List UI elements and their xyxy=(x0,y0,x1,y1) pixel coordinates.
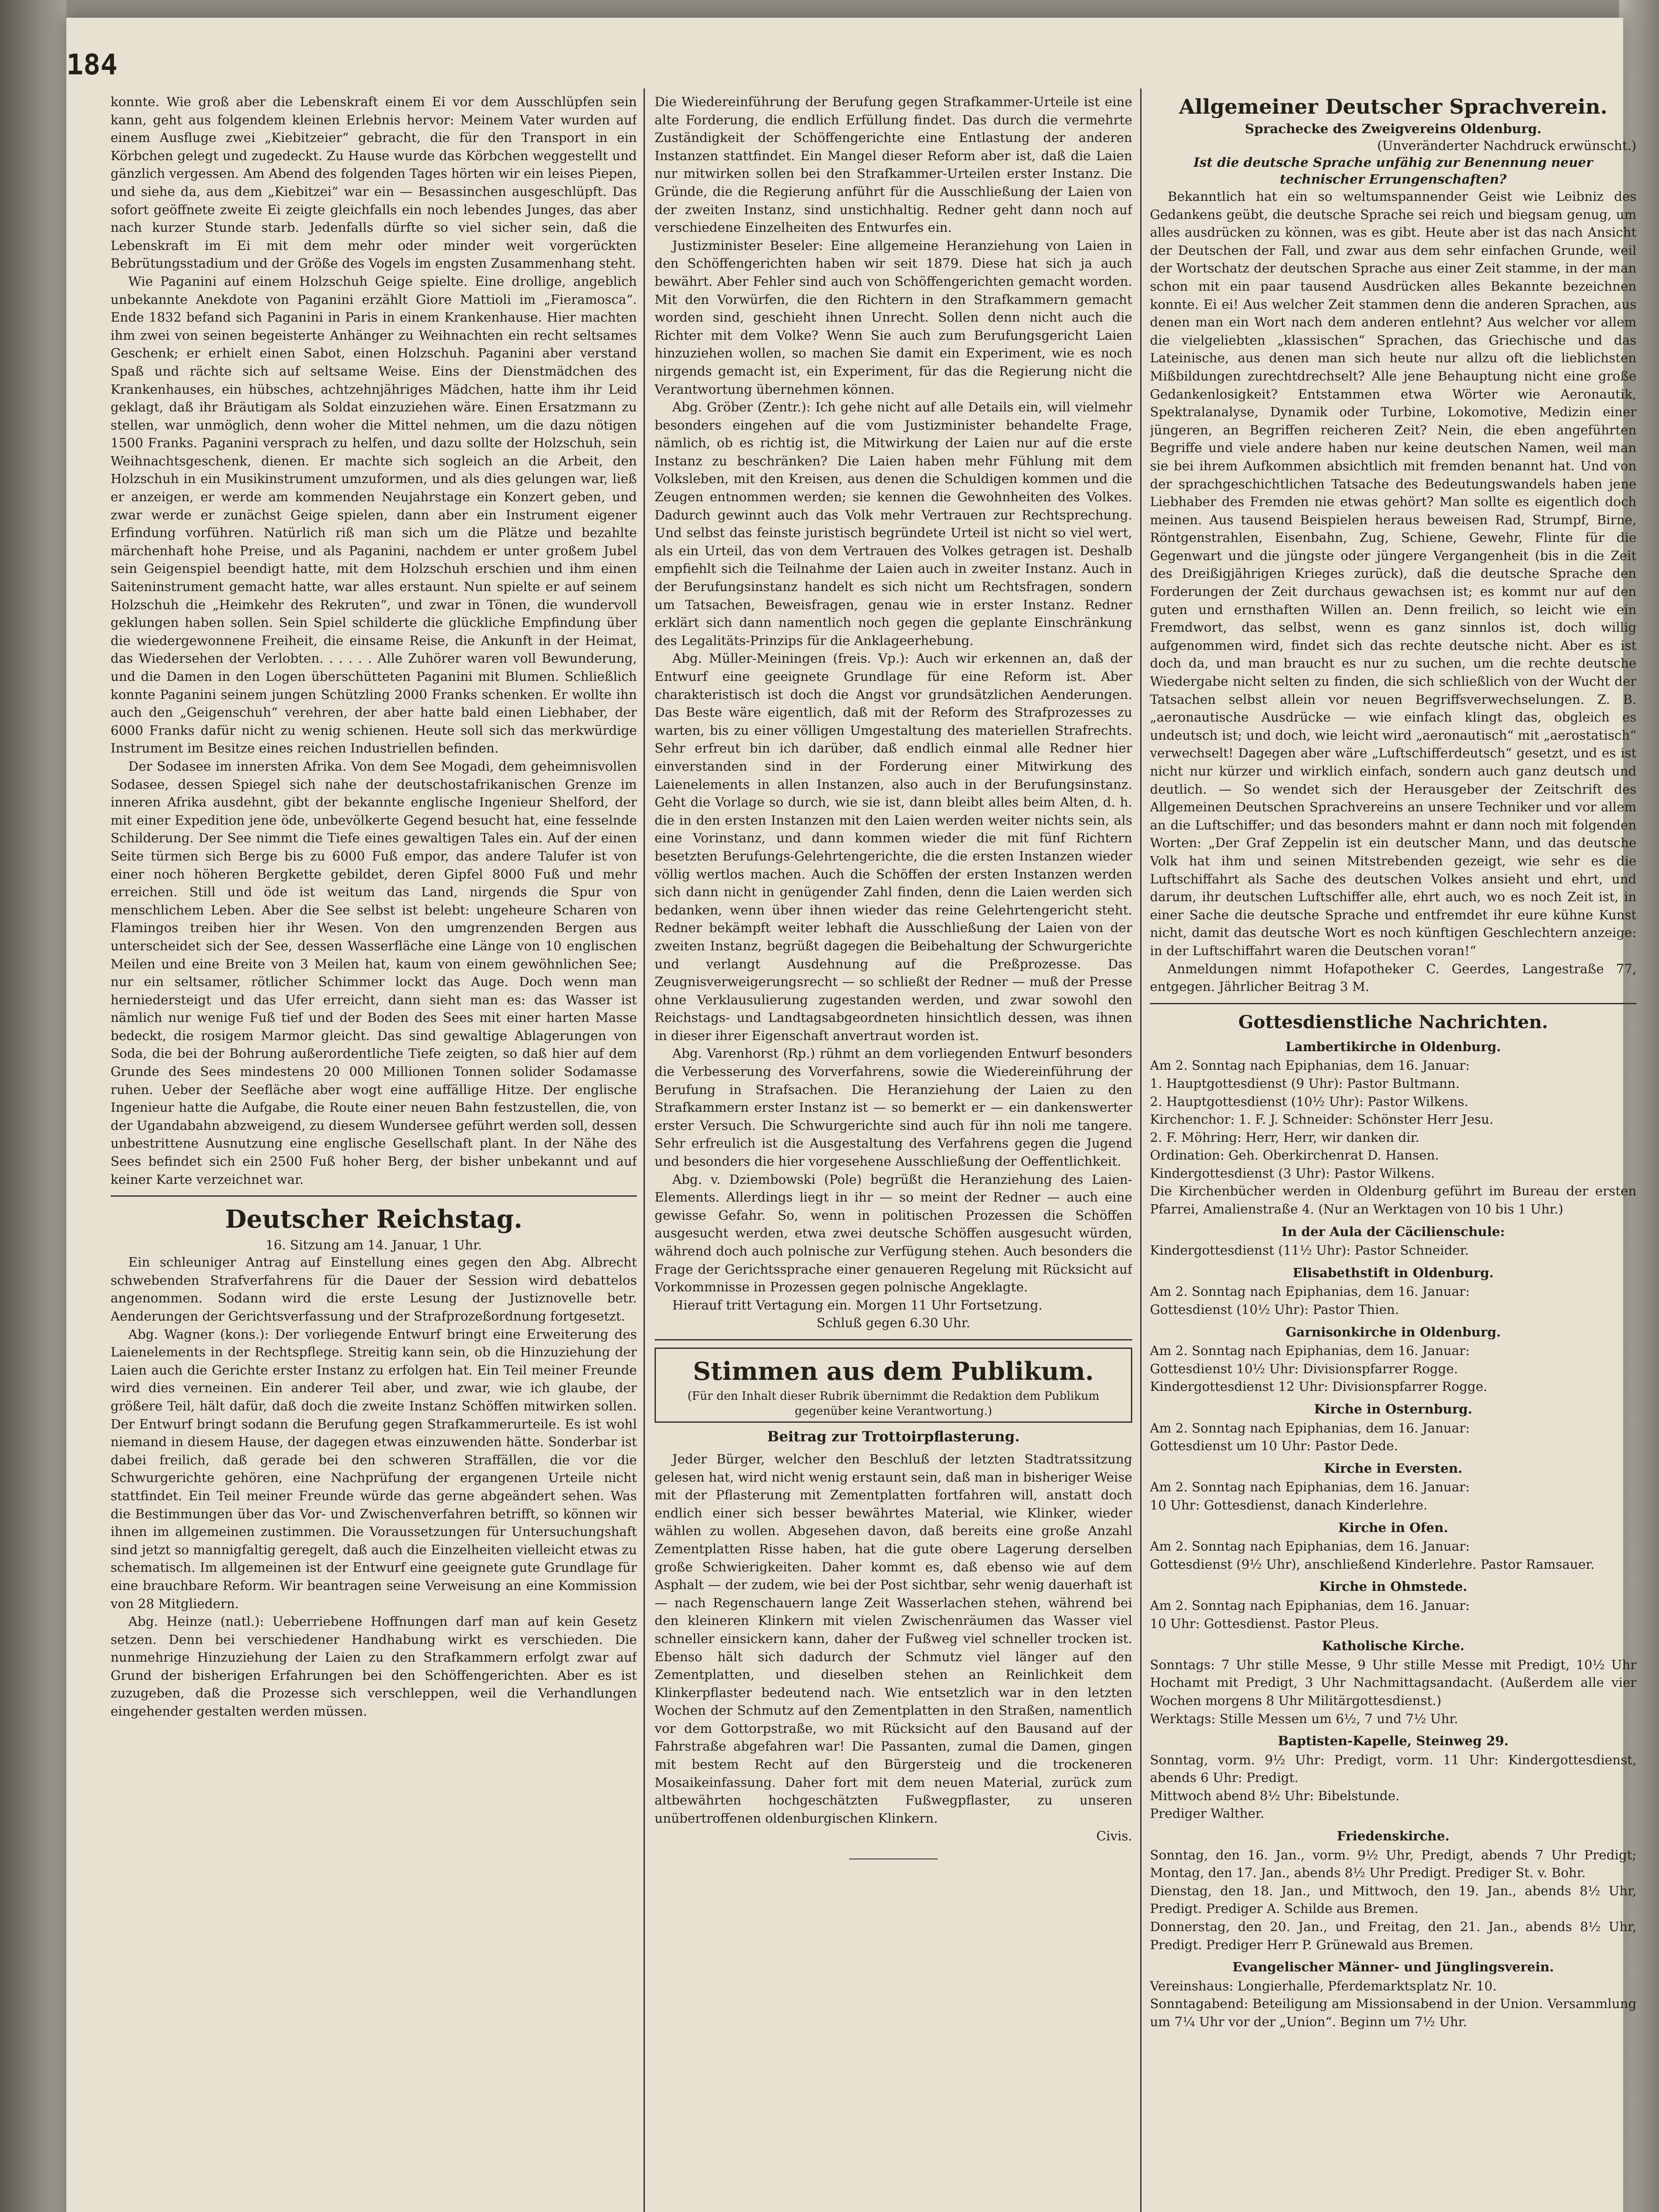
service-line: Am 2. Sonntag nach Epiphanias, dem 16. Januar: xyxy=(1150,1479,1470,1495)
section-title-reichstag: Deutscher Reichstag. xyxy=(225,1205,523,1234)
letter-title: Beitrag zur Trottoirpflasterung. xyxy=(767,1428,1020,1445)
service-line: Kindergottesdienst 12 Uhr: Divisionspfarrer Rogge. xyxy=(1150,1379,1487,1394)
letter-body: Jeder Bürger, welcher den Beschluß der letzten Stadtratssitzung gelesen hat, wird nicht wenig erstaunt sein, daß man in bisheriger Weise mit der Pflasterung mit Zementplatten fortfahren will, anstatt doch endlich einer sich besser bewährtes Material, wie Klinker, wieder wählen zu wollen. Abgesehen davon, daß bereits eine große Anzahl Zementplatten Risse haben, hat die gute obere Lagerung derselben große Schwierigkeiten. Daher kommt es, daß ebenso wie auf dem Asphalt — der zudem, wie bei der Post sichtbar, sehr wenig dauerhaft ist — nach Regenschauern lange Zeit Wasserlachen stehen, während bei den kleineren Klinkern mit vielen Zwischenräumen das Wasser viel schneller einsickern kann, daher der Fußweg viel schneller trocken ist. Ebenso hält sich dadurch der Schmutz viel länger auf den Zementplatten, und dieselben stehen an Reinlichkeit dem Klinkerpflaster bedeutend nach. Wie entsetzlich war in den letzten Wochen der Schmutz auf den Zementplatten in den Straßen, namentlich vor dem Gottorpstraße, wo mit Rücksicht auf den Bausand auf der Fahrstraße abgefahren war! Die Passanten, zumal die Damen, gingen mit bestem Recht auf den Bürgersteig und die trockeneren Mosaikeinfassung. Daher fort mit dem neuen Material, zurück zum altbewährten hochgeschätzten Fußwegpflaster, zu unseren unübertroffenen oldenburgischen Klinkern. xyxy=(655,1451,1132,1826)
article-paragraph: Hierauf tritt Vertagung ein. Morgen 11 Uhr Fortsetzung. xyxy=(672,1297,1042,1313)
service-line: Am 2. Sonntag nach Epiphanias, dem 16. Januar: xyxy=(1150,1284,1470,1299)
reprint-note: (Unveränderter Nachdruck erwünscht.) xyxy=(1377,138,1636,153)
letter-signature: Civis. xyxy=(1096,1828,1132,1844)
column-rule-1 xyxy=(644,88,645,2212)
article-paragraph: Wie Paganini auf einem Holzschuh Geige spielte. Eine drollige, angeblich unbekannte Anekdote von Paganini erzählt Giore Mattioli im „Fieramosca“. Ende 1832 befand sich Paganini in Paris in einem Krankenhause. Hier machten ihm zwei von seinen begeisterte Anhänger zu Weihnachten ein recht seltsames Geschenk; er erhielt einen Sabot, einen Holzschuh. Paganini aber verstand Spaß und rächte sich auf seltsame Weise. Eins der Dienstmädchen des Krankenhauses, ein hübsches, achtzehnjähriges Mädchen, hatte ihm ihr Leid geklagt, daß ihr Bräutigam als Soldat einzuziehen wäre. Einen Ersatzmann zu stellen, war unmöglich, denn woher die Mittel nehmen, um die dazu nötigen 1500 Franks. Paganini versprach zu helfen, und dazu sollte der Holzschuh, sein Weihnachtsgeschenk, dienen. Er machte sich sogleich an die Arbeit, den Holzschuh in ein Musikinstrument umzuformen, und als dies gelungen war, ließ er anzeigen, er werde am kommenden Neujahrstage ein Konzert geben, und zwar werde er zunächst Geige spielen, dann aber ein Instrument eigener Erfindung vorführen. Natürlich riß man sich um die Plätze und bezahlte märchenhaft hohe Preise, und als Paganini, nachdem er unter großem Jubel sein Geigenspiel beendigt hatte, mit dem Holzschuh erschien und ihm einen Saiteninstrument gemacht hatte, war alles erstaunt. Nun spielte er auf seinem Holzschuh die „Heimkehr des Rekruten“, und zwar in Tönen, die wundervoll geklungen haben sollen. Sein Spiel schilderte die glückliche Empfindung über die wiedergewonnene Freiheit, die einsame Reise, die Ankunft in der Heimat, das Wiedersehen der Verlobten. . . . . . Alle Zuhörer waren voll Bewunderung, und die Damen in den Logen überschütteten Paganini mit Blumen. Schließlich konnte Paganini seinem jungen Schützling 2000 Franks schenken. Er wollte ihn auch den „Geigenschuh“ verehren, der aber hatte bald einen Liebhaber, der 6000 Franks dafür nicht zu wenig schienen. Heute soll sich das merkwürdige Instrument im Besitze eines reichen Industriellen befinden. xyxy=(111,273,637,756)
service-line: Am 2. Sonntag nach Epiphanias, dem 16. Januar: xyxy=(1150,1539,1470,1554)
service-line: Gottesdienst 10½ Uhr: Divisionspfarrer Rogge. xyxy=(1150,1361,1458,1376)
services-list xyxy=(1150,1038,1636,2031)
service-line: Donnerstag, den 20. Jan., und Freitag, den 21. Jan., abends 8½ Uhr, Predigt. Prediger Herr P. Grünewald aus Bremen. xyxy=(1150,1919,1636,1952)
service-line: Kindergottesdienst (11½ Uhr): Pastor Schneider. xyxy=(1150,1243,1469,1258)
service-line: Kirchenchor: 1. F. J. Schneider: Schönster Herr Jesu. xyxy=(1150,1112,1494,1127)
service-line: Gottesdienst um 10 Uhr: Pastor Dede. xyxy=(1150,1438,1398,1454)
article-paragraph: Der Sodasee im innersten Afrika. Von dem See Mogadi, dem geheimnisvollen Sodasee, dessen Spiegel sich nahe der deutschostafrikanischen Grenze im inneren Afrika ausdehnt, gibt der bekannte englische Ingenieur Shelford, der mit einer Expedition jene öde, unbevölkerte Gegend besucht hat, eine fesselnde Schilderung. Der See nimmt die Tiefe eines gewaltigen Tales ein. Auf der einen Seite türmen sich Berge bis zu 6000 Fuß empor, das andere Talufer ist von einer noch höheren Bergkette gebildet, deren Gipfel 8000 Fuß und mehr erreichen. Still und öde ist weitum das Land, nirgends die Spur von menschlichem Leben. Aber die See selbst ist belebt: ungeheure Scharen von Flamingos treiben hier ihr Wesen. Von den umgrenzenden Bergen aus unterscheidet sich der See, dessen Wasserfläche eine Länge von 10 englischen Meilen und eine Breite von 3 Meilen hat, kaum von einem gewöhnlichen See; nur ein seltsamer, rötlicher Schimmer lockt das Auge. Doch wenn man herniedersteigt und das Ufer erreicht, dann sieht man es: das Wasser ist nämlich nur wenige Fuß tief und der Boden des Sees mit einer harten Masse bedeckt, die rosigem Marmor gleicht. Das sind gewaltige Ablagerungen von Soda, die bei der Bohrung außerordentliche Tiefe zeigten, so daß hier auf dem Grunde des Sees mindestens 20 000 Millionen Tonnen solider Sodamasse ruhen. Ueber der Seefläche aber wogt eine auffällige Hitze. Der englische Ingenieur hatte die Aufgabe, die Route einer neuen Bahn festzustellen, die, von der Ugandabahn abzweigend, zu diesem Wundersee geführt werden soll, dessen unbestrittene Ausnutzung eine englische Gesellschaft plant. In der Nähe des Sees befindet sich ein 2500 Fuß hoher Berg, der bisher unbekannt und auf keiner Karte verzeichnet war. xyxy=(111,758,637,1187)
closing-line: Schluß gegen 6.30 Uhr. xyxy=(816,1315,970,1331)
section-title-stimmen: Stimmen aus dem Publikum. xyxy=(693,1356,1094,1386)
divider xyxy=(655,1339,1132,1340)
service-line: 10 Uhr: Gottesdienst, danach Kinderlehre. xyxy=(1150,1497,1428,1513)
service-line: Am 2. Sonntag nach Epiphanias, dem 16. Januar: xyxy=(1150,1058,1470,1073)
service-heading: Katholische Kirche. xyxy=(1322,1638,1465,1654)
service-line: Werktags: Stille Messen um 6½, 7 und 7½ Uhr. xyxy=(1150,1711,1458,1726)
article-paragraph: Bekanntlich hat ein so weltumspannender Geist wie Leibniz des Gedankens geübt, die deutsche Sprache sei reich und biegsam genug, um alles ausdrücken zu können, was es gibt. Heute aber ist das nach Ansicht der Deutschen der Fall, und zwar aus dem sehr einfachen Grunde, weil der Wortschatz der deutschen Sprache aus einer Zeit stamme, in der man schon mit ein paar tausend Ausdrücken alles Bekannte bezeichnen konnte. Ei ei! Aus welcher Zeit stammen denn die anderen Sprachen, aus denen man ein Wort nach dem anderen entlehnt? Aus welcher vor allem die vielgeliebten „klassischen“ Sprachen, das Griechische und das Lateinische, aus denen man sich heute nur allzu oft die lieblichsten Mißbildungen zurechtdrechselt? Alle jene Behauptung nicht eine große Gedankenlosigkeit? Entstammen etwa Wörter wie Aeronautik, Spektralanalyse, Dynamik oder Turbine, Lokomotive, Medizin einer jüngeren, an Begriffen reicheren Zeit? Nein, die eben angeführten Begriffe und viele andere haben nur keine deutschen Namen, weil man sie bei ihrem Aufkommen absichtlich mit fremden benannt hat. Und von der sprachgeschichtlichen Tatsache des Bedeutungswandels haben jene Liebhaber des Fremden nie etwas gehört? Man sollte es eigentlich doch meinen. Aus tausend Beispielen heraus beweisen Rad, Strumpf, Birne, Röntgenstrahlen, Eisenbahn, Zug, Schiene, Gewehr, Flinte für die Gegenwart und die jüngste oder jüngere Vergangenheit (bis in die Zeit des Dreißigjährigen Krieges zurück), daß die deutsche Sprache den Forderungen der Zeit durchaus gewachsen ist; es kommt nur auf den guten und ernsthaften Willen an. Denn freilich, so leicht wie ein Fremdwort, das selbst, wenn es ganz sinnlos ist, doch willig aufgenommen wird, findet sich das rechte deutsche nicht. Aber es ist doch da, und man braucht es nur zu suchen, um die rechte deutsche Wiedergabe nicht selten zu finden, die sich schließlich von der Wucht der Tatsachen selbst allein vor neuen Begriffsverwechselungen. Z. B. „aeronautische Ausdrücke — wie einfach klingt das, obgleich es undeutsch ist; und doch, wie leicht wird „aeronautisch“ mit „aerostatisch“ verwechselt! Dagegen aber wäre „Luftschifferdeutsch“ gesetzt, und es ist nicht nur kürzer und wirklich einfach, sondern auch ganz deutsch und deutlich. — So wendet sich der Herausgeber der Zeitschrift des Allgemeinen Deutschen Sprachvereins an unsere Techniker und vor allem an die Luftschiffer; und das besonders mahnt er dann noch mit folgenden Worten: „Der Graf Zeppelin ist ein deutscher Mann, und das deutsche Volk hat ihm und seinen Mitstrebenden gezeigt, wie sehr es die Luftschiffahrt als Sache des deutschen Volkes ansieht und ehrt, und darum, ihr deutschen Luftschiffer alle, ehrt auch, wo es noch Zeit ist, in einer Sache die deutsche Sprache und entfremdet ihr eure kühne Kunst nicht, damit das deutsche Wort es noch künftigen Geschlechtern anzeige: in der Luftschiffahrt waren die Deutschen voran!“ xyxy=(1150,189,1636,958)
column-2 xyxy=(655,93,1132,2212)
section-title-sprachverein: Allgemeiner Deutscher Sprachverein. xyxy=(1179,95,1608,119)
column-3 xyxy=(1150,93,1636,2212)
service-line: Sonntag, den 16. Jan., vorm. 9½ Uhr, Predigt, abends 7 Uhr Predigt; Montag, den 17. Jan., abends 8½ Uhr Predigt. Prediger St. v. Bohr. xyxy=(1150,1847,1636,1881)
article-paragraph: Abg. Gröber (Zentr.): Ich gehe nicht auf alle Details ein, will vielmehr besonders eingehen auf die vom Justizminister behandelte Frage, nämlich, ob es richtig ist, die Mitwirkung der Laien nur auf die erste Instanz zu beschränken? Die Laien haben mehr Fühlung mit dem Volksleben, mit den Kreisen, aus denen die Schuldigen kommen und die Zeugen entnommen werden; sie kennen die Gewohnheiten des Volkes. Dadurch gewinnt auch das Volk mehr Vertrauen zur Rechtsprechung. Und selbst das feinste juristisch begründete Urteil ist nicht so viel wert, als ein Urteil, das von dem Vertrauen des Volkes getragen ist. Deshalb empfiehlt sich die Teilnahme der Laien auch in zweiter Instanz. Auch in der Berufungsinstanz handelt es sich nicht um Rechtsfragen, sondern um Tatsachen, Beweisfragen, genau wie in erster Instanz. Redner erklärt sich dann namentlich noch gegen die geplante Einschränkung des Legalitäts-Prinzips für die Anklageerhebung. xyxy=(655,399,1132,648)
service-heading: Kirche in Ohmstede. xyxy=(1319,1579,1467,1594)
divider xyxy=(111,1195,637,1197)
service-line: Kindergottesdienst (3 Uhr): Pastor Wilkens. xyxy=(1150,1165,1435,1181)
column-1 xyxy=(111,93,637,2212)
article-paragraph: Justizminister Beseler: Eine allgemeine Heranziehung von Laien in den Schöffengerichten haben wir seit 1879. Diese hat sich ja auch bewährt. Aber Fehler sind auch von Schöffengerichten gemacht worden. Mit den Vorwürfen, die den Richtern in den Strafkammern gemacht worden sind, geschieht ihnen Unrecht. Sollen denn nicht auch die Richter mit dem Volke? Wenn Sie auch zum Berufungsgericht Laien hinzuziehen wollen, so machen Sie damit ein Experiment, wie es noch nirgends gemacht ist, ein Experiment, für das die Regierung nicht die Verantwortung übernehmen können. xyxy=(655,238,1132,397)
service-line: 1. Hauptgottesdienst (9 Uhr): Pastor Bultmann. xyxy=(1150,1075,1460,1091)
service-heading: Lambertikirche in Oldenburg. xyxy=(1285,1039,1501,1054)
service-heading: Garnisonkirche in Oldenburg. xyxy=(1285,1324,1501,1340)
service-line: 2. Hauptgottesdienst (10½ Uhr): Pastor Wilkens. xyxy=(1150,1094,1468,1109)
service-line: Mittwoch abend 8½ Uhr: Bibelstunde. xyxy=(1150,1788,1400,1803)
service-line: Ordination: Geh. Oberkirchenrat D. Hansen. xyxy=(1150,1148,1439,1163)
service-line: Am 2. Sonntag nach Epiphanias, dem 16. Januar: xyxy=(1150,1598,1470,1613)
article-paragraph: Abg. Wagner (kons.): Der vorliegende Entwurf bringt eine Erweiterung des Laienelements in der Rechtspflege. Streitig kann sein, ob die Hinzuziehung der Laien auch die Gerichte erster Instanz zu erfolgen hat. Ein Teil meiner Freunde wird dies verneinen. Ein anderer Teil aber, und zwar, wie ich glaube, der größere Teil, hält dafür, daß doch die zweite Instanz Schöffen mitwirken sollen. Der Entwurf bringt sodann die Berufung gegen Strafkammerurteile. Es ist wohl niemand in diesem Hause, der dagegen etwas einzuwenden hätte. Sonderbar ist dabei freilich, daß gerade bei den schweren Straffällen, die vor die Schwurgerichte gehören, eine Nachprüfung der ergangenen Urteile nicht stattfindet. Ein Teil meiner Freunde würde das gerne abgeändert sehen. Was die Bestimmungen über das Vor- und Zwischenverfahren betrifft, so können wir ihnen im allgemeinen zustimmen. Die Voraussetzungen für Untersuchungshaft sind jetzt so mannigfaltig geregelt, daß auch die Einzelheiten vielleicht etwas zu schematisch. Im allgemeinen ist der Entwurf eine geeignete gute Grundlage für eine brauchbare Reform. Wir beantragen seine Verweisung an eine Kommission von 28 Mitgliedern. xyxy=(111,1326,637,1611)
service-line: Die Kirchenbücher werden in Oldenburg geführt im Bureau der ersten Pfarrei, Amalienstraße 4. (Nur an Werktagen von 10 bis 1 Uhr.) xyxy=(1150,1183,1636,1217)
article-paragraph: konnte. Wie groß aber die Lebenskraft einem Ei vor dem Ausschlüpfen sein kann, geht aus folgendem kleinen Erlebnis hervor: Meinem Vater wurden auf einem Ausfluge zwei „Kiebitzeier“ gebracht, die für den Transport in ein Körbchen gelegt und zugedeckt. Zu Hause wurde das Körbchen weggestellt und gänzlich vergessen. Am Abend des folgenden Tages hörten wir ein leises Piepen, und siehe da, aus dem „Kiebitzei“ war ein — Besassinchen ausgeschlüpft. Das sofort geöffnete zweite Ei zeigte gleichfalls ein noch lebendes Junges, das aber nach kurzer Stunde starb. Jedenfalls dürfte so viel sicher sein, daß die Lebenskraft im Ei mit dem mehr oder minder weit vorgerückten Bebrütungsstadium und der Größe des Vogels im engsten Zusammenhang steht. xyxy=(111,94,637,271)
service-heading: Baptisten-Kapelle, Steinweg 29. xyxy=(1278,1733,1509,1749)
service-line: Sonntags: 7 Uhr stille Messe, 9 Uhr stille Messe mit Predigt, 10½ Uhr Hochamt mit Predigt, 3 Uhr Nachmittagsandacht. (Außerdem alle vier Wochen morgens 8 Uhr Militärgottesdienst.) xyxy=(1150,1657,1636,1708)
service-line: Gottesdienst (9½ Uhr), anschließend Kinderlehre. Pastor Ramsauer. xyxy=(1150,1556,1595,1572)
service-heading: Elisabethstift in Oldenburg. xyxy=(1292,1265,1494,1280)
service-line: Gottesdienst (10½ Uhr): Pastor Thien. xyxy=(1150,1302,1399,1317)
sprachecke-subtitle: Sprachecke des Zweigvereins Oldenburg. xyxy=(1245,121,1542,136)
service-heading: Kirche in Ofen. xyxy=(1338,1520,1448,1535)
page-number: 184 xyxy=(66,49,118,81)
service-heading: Friedenskirche. xyxy=(1337,1828,1450,1844)
service-line: 2. F. Möhring: Herr, Herr, wir danken dir. xyxy=(1150,1129,1420,1145)
service-heading: Evangelischer Männer- und Jünglingsverein. xyxy=(1232,1959,1554,1975)
stimmen-box xyxy=(655,1348,1132,1423)
service-line: Sonntag, vorm. 9½ Uhr: Predigt, vorm. 11 Uhr: Kindergottesdienst, abends 6 Uhr: Predigt. xyxy=(1150,1752,1636,1786)
article-paragraph: Abg. Varenhorst (Rp.) rühmt an dem vorliegenden Entwurf besonders die Verbesserung des Vorverfahrens, sowie die Wiedereinführung der Berufung in Strafsachen. Die Heranziehung der Laien zu den Strafkammern erster Instanz ist — so bemerkt er — ein dankenswerter erster Versuch. Die Schwurgerichte sind auch für ihn noli me tangere. Sehr erfreulich ist die Ausgestaltung des Verfahrens gegen die Jugend und besonders die hier vorgesehene Ausschließung der Oeffentlichkeit. xyxy=(655,1046,1132,1169)
service-line: Prediger Walther. xyxy=(1150,1806,1264,1821)
service-heading: Kirche in Osternburg. xyxy=(1314,1402,1472,1417)
service-line: Am 2. Sonntag nach Epiphanias, dem 16. Januar: xyxy=(1150,1343,1470,1359)
session-line: 16. Sitzung am 14. Januar, 1 Uhr. xyxy=(265,1237,482,1253)
service-line: Dienstag, den 18. Jan., und Mittwoch, den 19. Jan., abends 8½ Uhr, Predigt. Prediger A. Schilde aus Bremen. xyxy=(1150,1883,1636,1916)
service-heading: In der Aula der Cäcilienschule: xyxy=(1281,1224,1505,1239)
divider xyxy=(1150,1003,1636,1004)
section-title-gottesdienst: Gottesdienstliche Nachrichten. xyxy=(1238,1011,1548,1033)
article-paragraph: Abg. v. Dziembowski (Pole) begrüßt die Heranziehung des Laien-Elements. Allerdings liegt in ihr — so meint der Redner — auch eine gewisse Gefahr. So, wenn in politischen Prozessen die Schöffen ausgesucht werden, etwa zwei deutsche Schöffen ausgesucht würden, während doch auch polnische zur Verfügung stehen. Auch besonders die Frage der Gerichtssprache einer genaueren Regelung mit Rücksicht auf Vorkommnisse in Prozessen gegen polnische Angeklagte. xyxy=(655,1171,1132,1295)
service-line: Am 2. Sonntag nach Epiphanias, dem 16. Januar: xyxy=(1150,1420,1470,1436)
membership-note: Anmeldungen nimmt Hofapotheker C. Geerdes, Langestraße 77, entgegen. Jährlicher Beitrag 3 M. xyxy=(1150,961,1636,995)
service-line: 10 Uhr: Gottesdienst. Pastor Pleus. xyxy=(1150,1616,1379,1631)
article-paragraph: Abg. Müller-Meiningen (freis. Vp.): Auch wir erkennen an, daß der Entwurf eine geeignete Grundlage für eine Reform ist. Aber charakteristisch ist doch die Angst vor grundsätzlichen Aenderungen. Das Beste wäre eigentlich, daß mit der Reform des Strafprozesses zu warten, bis zu einer völligen Umgestaltung des materiellen Strafrechts. Sehr erfreut bin ich darüber, daß endlich einmal alle Redner hier einverstanden sind in der Forderung einer Mitwirkung des Laienelements in allen Instanzen, also auch in der Berufungsinstanz. Geht die Vorlage so durch, wie sie ist, dann bleibt alles beim Alten, d. h. die in den ersten Instanzen mit den Laien werden weiter nichts sein, als eine Vorinstanz, und dann kommen wieder die mit fünf Richtern besetzten Berufungs-Gelehrtengerichte, die die ersten Instanzen wieder völlig wertlos machen. Auch die Schöffen der ersten Instanzen werden sich dann nicht in genügender Zahl finden, denn die Laien werden sich bedanken, wenn über ihnen wieder das reine Gelehrtengericht steht. Redner bekämpft weiter lebhaft die Ausschließung der Laien von der zweiten Instanz, begrüßt dagegen die Beibehaltung der Schwurgerichte und verlangt Ausdehnung auf die Preßprozesse. Das Zeugnisverweigerungsrecht — so schließt der Redner — muß der Presse ohne Verklausulierung zugestanden werden, und zwar sowohl den Reichstags- und Landtagsabgeordneten hinsichtlich dessen, was ihnen in dieser ihrer Eigenschaft anvertraut worden ist. xyxy=(655,651,1132,1043)
book-spine xyxy=(0,0,66,2212)
column-rule-2 xyxy=(1140,88,1142,2212)
rubric-disclaimer: (Für den Inhalt dieser Rubrik übernimmt die Redaktion dem Publikum gegenüber keine Verantwortung.) xyxy=(687,1389,1100,1418)
service-heading: Kirche in Eversten. xyxy=(1324,1460,1463,1476)
service-line: Vereinshaus: Longierhalle, Pferdemarktsplatz Nr. 10. xyxy=(1150,1978,1497,1993)
article-question: Ist die deutsche Sprache unfähig zur Benennung neuer technischer Errungenschaften? xyxy=(1193,155,1593,187)
article-paragraph: Ein schleuniger Antrag auf Einstellung eines gegen den Abg. Albrecht schwebenden Strafverfahrens für die Dauer der Session wird debattelos angenommen. Sodann wird die erste Lesung der Justiznovelle betr. Aenderungen der Gerichtsverfassung und der Strafprozeßordnung fortgesetzt. xyxy=(111,1255,637,1324)
article-paragraph: Die Wiedereinführung der Berufung gegen Strafkammer-Urteile ist eine alte Forderung, die endlich Erfüllung findet. Das durch die vermehrte Zuständigkeit der Schöffengerichte eine Entlastung der anderen Instanzen stattfindet. Ein Mangel dieser Reform aber ist, daß die Laien nur mitwirken sollen bei den Strafkammer-Urteilen erster Instanz. Die Gründe, die die Regierung anführt für die Ausschließung der Laien von der zweiten Instanz, sind unstichhaltig. Redner geht dann noch auf verschiedene Einzelheiten des Entwurfes ein. xyxy=(655,94,1132,235)
service-line: Sonntagabend: Beteiligung am Missionsabend in der Union. Versammlung um 7¼ Uhr vor der „Union“. Beginn um 7½ Uhr. xyxy=(1150,1996,1636,2029)
article-paragraph: Abg. Heinze (natl.): Ueberriebene Hoffnungen darf man auf kein Gesetz setzen. Denn bei verschiedener Handhabung wirkt es verschieden. Die nunmehrige Hinzuziehung der Laien zu den Strafkammern erfolgt zwar auf Grund der bisherigen Erfahrungen bei den Schöffengerichten. Aber es ist zuzugeben, daß die Prozesse sich verschleppen, weil die Verhandlungen eingehender gestalten werden müssen. xyxy=(111,1614,637,1719)
